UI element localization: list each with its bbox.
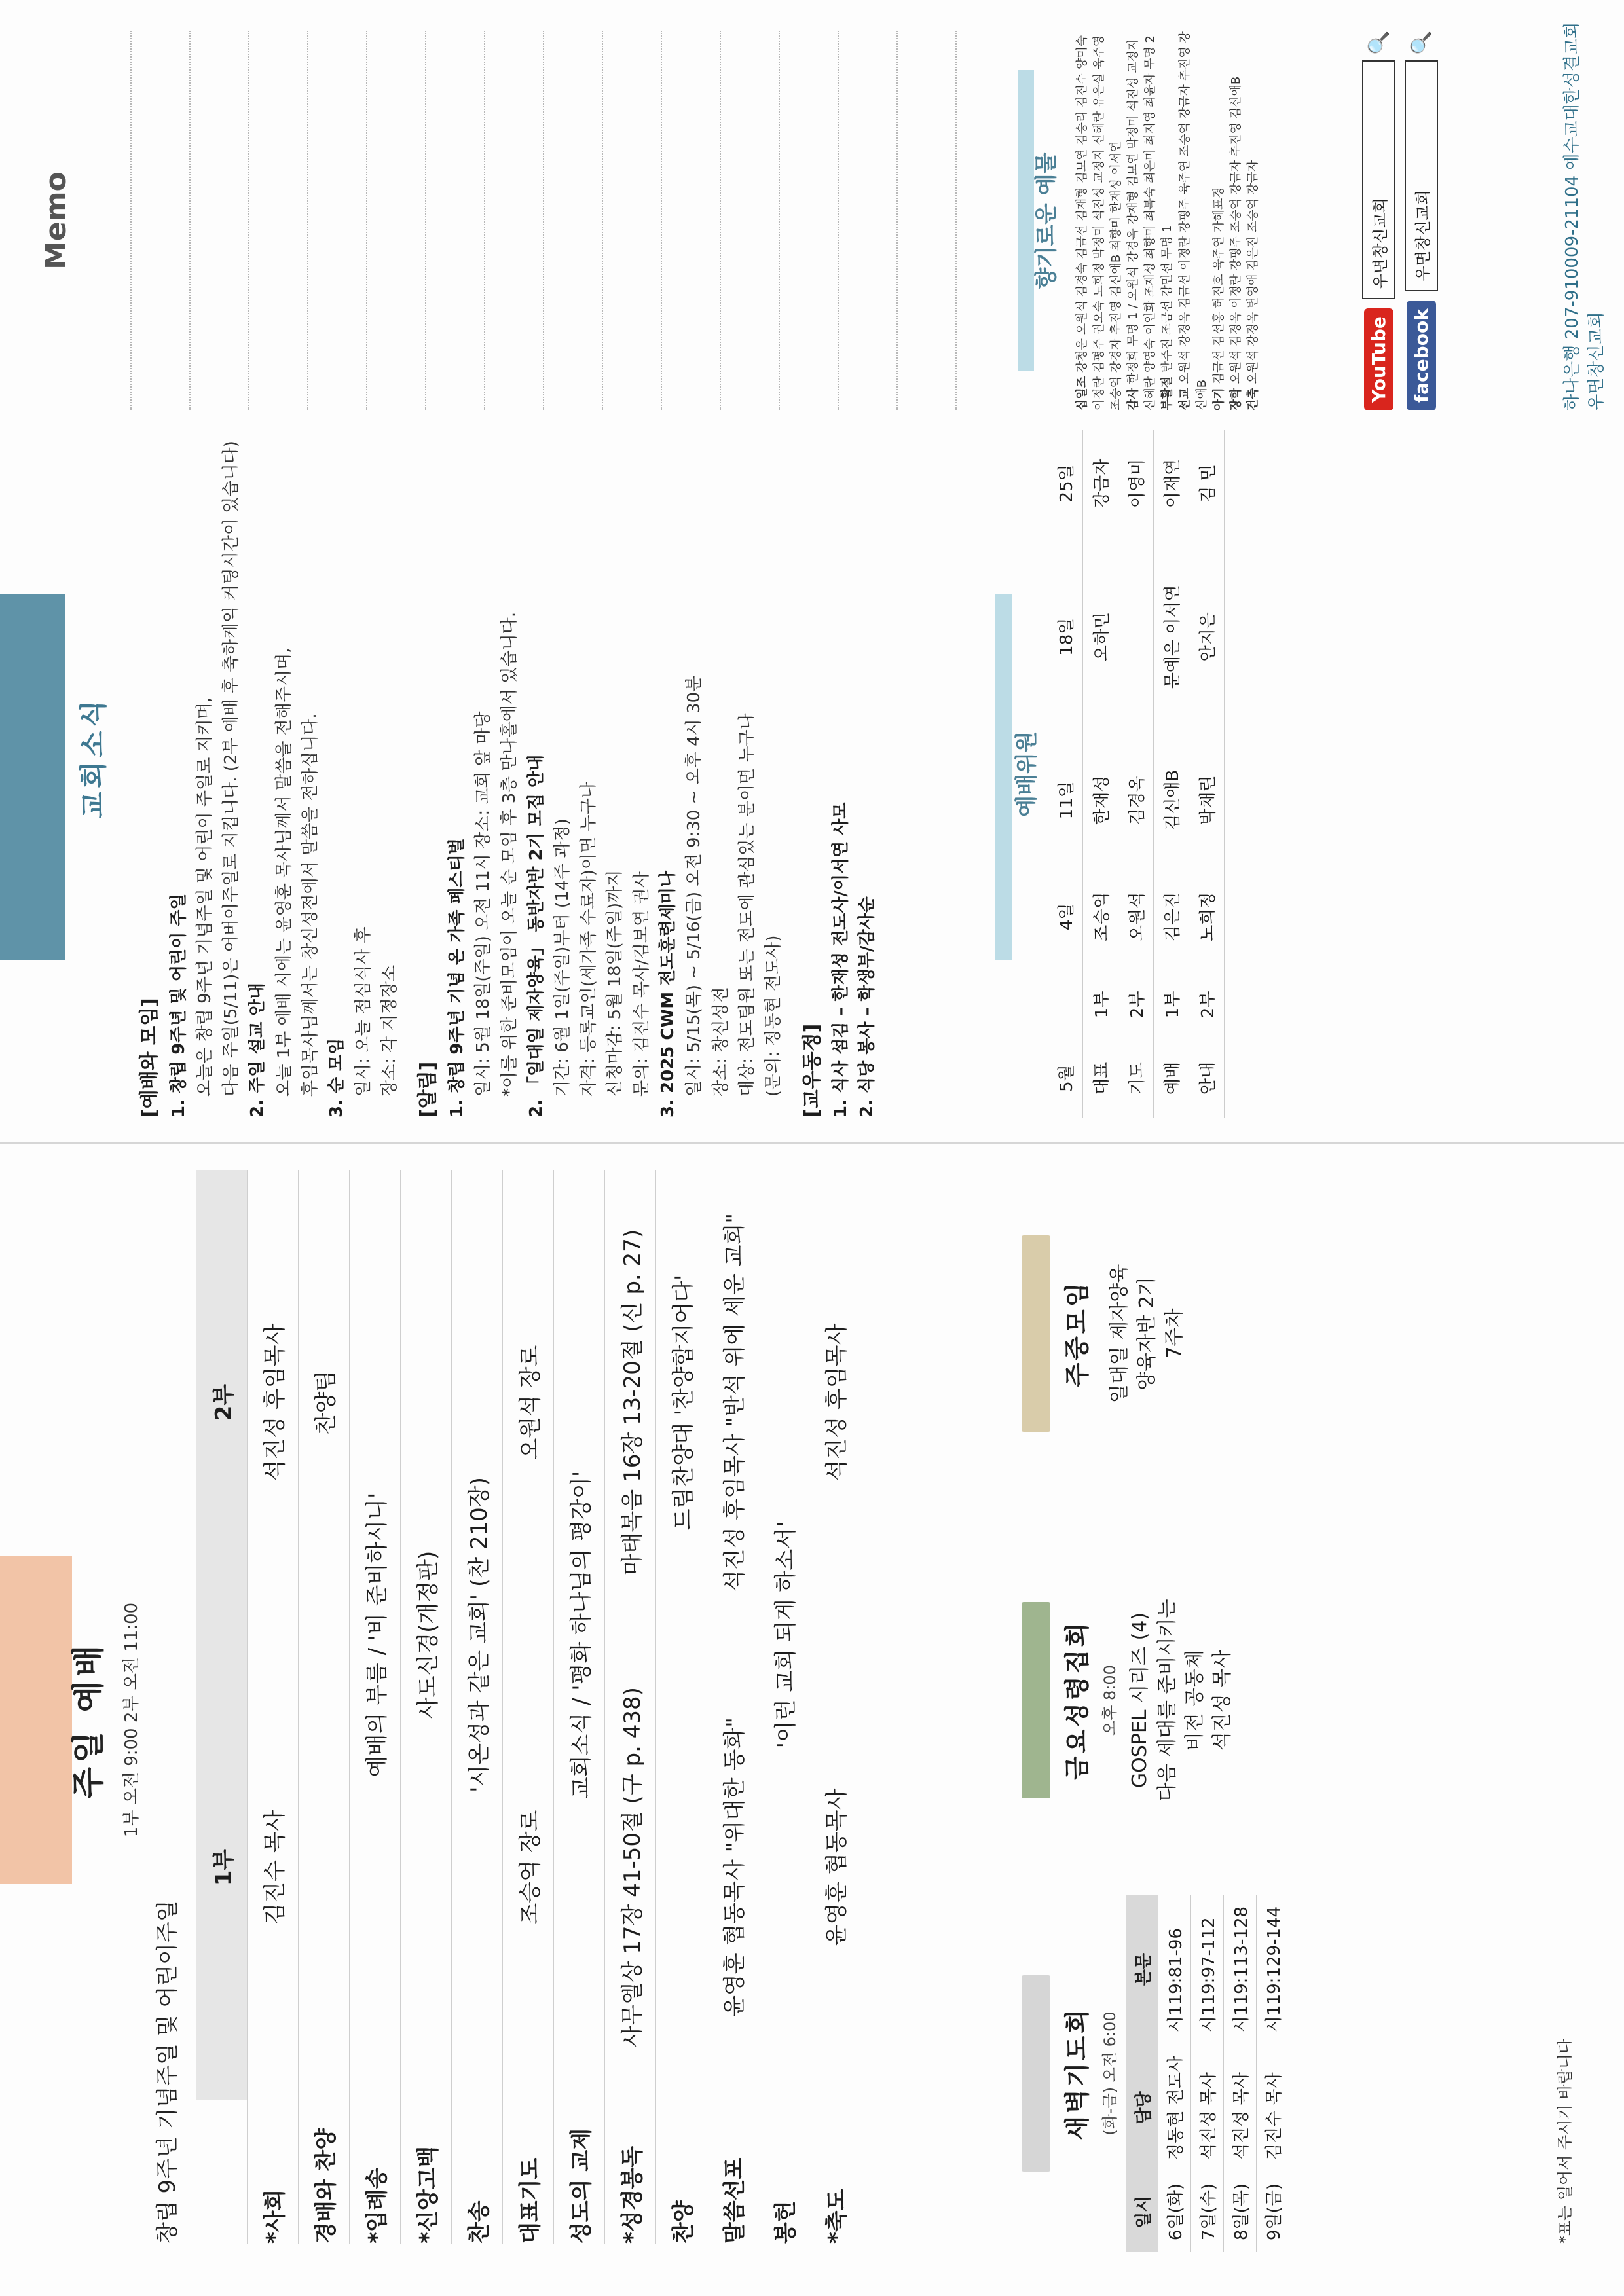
- news-item-line: 오늘 1부 예배 시에는 윤영훈 목사님께서 말씀을 전해주시며,: [274, 647, 294, 1097]
- service-row: [401, 1170, 452, 2244]
- social-links: [1362, 31, 1447, 410]
- news-item-title: 2. 주일 설교 안내: [248, 983, 268, 1118]
- news-item-line: 일시: 5월 18일(주일) 오전 11시 장소: 교회 앞 마당: [473, 711, 493, 1097]
- news-item-line: 신청마감: 5월 18일(주일)까지: [605, 869, 625, 1097]
- dawn-title: 새벽기도회: [1063, 2007, 1092, 2140]
- friday-line: GOSPEL 시리즈 (4): [1128, 1612, 1151, 1789]
- service-label: *성경봉독: [619, 2145, 646, 2244]
- service-label: 경배와 찬양: [313, 2128, 339, 2244]
- service-row: [452, 1170, 503, 2244]
- weekday-line: 일대일 제자양육: [1108, 1264, 1131, 1404]
- news-item-title: 3. 2025 CWM 전도훈련세미나: [658, 871, 678, 1118]
- service-row: [299, 1170, 350, 2244]
- standing-note: *표는 일어서 주시기 바랍니다: [1556, 2038, 1574, 2244]
- service-c1: [299, 1635, 349, 2100]
- offering-entry: 감사 한정희 무명 1 / 오원석 강경옥 강재형 김보연 박정미 석진성 교정지 신혜란 양영숙 이인화 조제성 최향미 최복숙 최은미 최지영 최윤자 무명 2: [1126, 35, 1158, 410]
- news-item-title: 1. 창립 9주년 기념 온 가족 페스티벌: [447, 838, 467, 1118]
- dawn-prayer-block: [1022, 1890, 1289, 2257]
- dawn-th: 담당: [1126, 2044, 1158, 2172]
- friday-line: 비전 공동체: [1183, 1649, 1206, 1751]
- col-head-2: 2부: [196, 1170, 247, 1635]
- memo-line: [780, 31, 839, 410]
- service-c1: 윤영훈 협동목사: [824, 1788, 850, 1946]
- news-item-line: 오늘은 창립 9주년 기념주일 및 어린이 주일로 지키며,: [194, 697, 215, 1097]
- memo-line: [249, 31, 308, 410]
- friday-line: 다음 세대를 준비시키는: [1156, 1599, 1179, 1802]
- facebook-link[interactable]: [1405, 31, 1438, 410]
- offering-entry: 선교 오원석 강경옥 김금선 이정란 강평주 육주연 조승억 강금자 추진영 강신애B: [1177, 31, 1209, 410]
- memo-area: [39, 31, 957, 410]
- service-label: *입례송: [364, 2167, 390, 2244]
- offering-entry: 장학 오원석 김경옥 이정란 강평주 조승억 강금자 추진영 김신애B: [1228, 76, 1243, 410]
- news-item-line: 장소: 창신성전: [710, 987, 731, 1097]
- friday-meeting-block: [1022, 1517, 1236, 1884]
- news-item-line: 장소: 각 지정장소: [379, 964, 399, 1097]
- dawn-th: 본문: [1126, 1895, 1158, 2044]
- service-c1: 윤영훈 협동목사 "위대한 동화": [722, 1717, 748, 2017]
- dawn-sub: (화-금) 오전 6:00: [1101, 2011, 1119, 2136]
- service-c1: 사무엘상 17장 41-50절 (구 p. 438): [619, 1687, 646, 2047]
- table-row: 기도 2부 오원석 김경옥 이영미: [1118, 430, 1154, 1118]
- news-item-line: *이를 위한 준비모임이 오늘 순 모임 후 3층 만나홀에서 있습니다.: [500, 611, 520, 1097]
- duty-title: 예배위원: [1014, 731, 1040, 817]
- news-title-bar: [0, 594, 65, 960]
- friday-line: 석진성 목사: [1211, 1649, 1234, 1751]
- table-row: 6일(화) 정동현 전도사 시119:81-96: [1158, 1895, 1191, 2252]
- service-c1: 조승억 장로: [517, 1810, 544, 1925]
- worship-times: 1부 오전 9:00 2부 오전 11:00: [122, 1602, 141, 1838]
- service-label: 봉헌: [773, 2200, 799, 2244]
- news-item-title: 2. 식당 봉사 – 학생부/감사순: [857, 896, 877, 1118]
- friday-title: 금요성령집회: [1063, 1620, 1092, 1781]
- news-item-title: 3. 순 모임: [327, 1038, 347, 1118]
- service-c2: 드림찬양대 '찬양합지어다': [671, 1274, 697, 1531]
- offering-title: 향기로운 예물: [1033, 152, 1060, 289]
- friday-header-bar: [1022, 1602, 1050, 1798]
- service-c2: 찬양팀: [313, 1370, 339, 1435]
- duty-table: [1048, 430, 1225, 1118]
- worship-title-bar: [0, 1556, 72, 1884]
- memo-title: Memo: [39, 172, 73, 270]
- weekday-header-bar: [1022, 1235, 1050, 1432]
- service-label: 찬송: [466, 2200, 492, 2244]
- news-title: 교회소식: [77, 696, 109, 819]
- service-c2: 마태복음 16장 13-20절 (신 p. 27): [619, 1229, 646, 1576]
- memo-line: [544, 31, 603, 410]
- service-c2: 오원석 장로: [517, 1345, 544, 1460]
- service-label: 말씀선포: [722, 2157, 748, 2244]
- service-row: [554, 1170, 605, 2244]
- news-item-title: 1. 식사 섬김 – 한재성 전도사/이서연 사모: [831, 802, 851, 1118]
- service-row: [248, 1170, 299, 2244]
- service-c2: 석진성 후임목사: [262, 1323, 288, 1482]
- memo-line: [721, 31, 780, 410]
- offering-list: [1074, 31, 1262, 410]
- service-c1: [656, 1635, 707, 2100]
- news-group-head: [예배와 모임]: [138, 998, 161, 1118]
- table-row: 예배 1부 김은진 김신애B 문예은 이서연 이재연: [1154, 430, 1189, 1118]
- search-icon[interactable]: 🔍: [1410, 31, 1433, 56]
- service-span: 예배의 부름 / '비 준비하시니': [364, 1492, 390, 1777]
- service-span: 교회소식 / '평화 하나님의 평강이': [568, 1470, 595, 1799]
- service-row: [350, 1170, 401, 2244]
- youtube-channel-name: 우면창신교회: [1362, 60, 1395, 299]
- memo-line: [485, 31, 544, 410]
- news-group-head: [알림]: [416, 1061, 440, 1118]
- church-news: [124, 397, 881, 1118]
- dawn-table: [1126, 1895, 1289, 2252]
- worship-panel: [0, 1144, 1624, 2296]
- service-span: '이런 교회 되게 하소서': [773, 1521, 799, 1749]
- service-order-table: [196, 1170, 860, 2244]
- weekday-title: 주중모임: [1063, 1280, 1092, 1387]
- memo-line: [898, 31, 957, 410]
- dawn-header-bar: [1022, 1975, 1050, 2172]
- memo-line: [191, 31, 249, 410]
- offering-entry: 십일조 강청운 오원석 김경숙 김금선 김재형 김보연 김승리 김진수 양미숙 이정란 김평주 권오숙 노희정 박정미 석진성 교정지 신혜란 유은실 육주영 조승억 강경자 추진영 김신애B 최향미 한재성 이서연: [1075, 35, 1124, 410]
- worship-occasion: 창립 9주년 기념주일 및 어린이주일: [155, 1900, 181, 2244]
- table-row: 7일(수) 석진성 목사 시119:97-112: [1191, 1895, 1224, 2252]
- memo-line: [308, 31, 367, 410]
- offering-entry: 아기 김금선 김선홍 허진호 육주연 가혜표경: [1211, 187, 1226, 410]
- service-span: '시온성과 같은 교회' (찬 210장): [466, 1477, 492, 1793]
- col-head-1: 1부: [196, 1635, 247, 2100]
- memo-line: [839, 31, 898, 410]
- table-row: 8일(목) 석진성 목사 시119:113-128: [1224, 1895, 1257, 2252]
- dawn-th: 일시: [1126, 2172, 1158, 2252]
- table-row: 대표 1부 조승억 한재성 오하민 강금자: [1083, 430, 1118, 1118]
- news-item-line: 다음 주일(5/11)은 어버이주일로 지킵니다. (2부 예배 후 축하케익 커팅시간이 있습니다): [221, 441, 242, 1097]
- news-item-title: 2. 「일대일 제자양육」 동반자반 2기 모집 안내: [526, 754, 546, 1118]
- service-header-row: [196, 1170, 248, 2244]
- fold-line: [0, 1142, 1624, 1144]
- service-span: 사도신경(개정판): [415, 1550, 441, 1719]
- weekday-line: 7주차: [1163, 1308, 1186, 1359]
- news-item-line: 문의: 김진수 목사/김보연 권사: [631, 871, 652, 1097]
- memo-line: [603, 31, 662, 410]
- weekday-meeting-block: [1022, 1157, 1189, 1510]
- service-c2: 석진성 후임목사: [824, 1323, 850, 1482]
- news-item-line: (문의: 정동현 전도사): [764, 935, 784, 1097]
- service-row: [758, 1170, 809, 2244]
- youtube-link[interactable]: [1362, 31, 1395, 410]
- memo-line: [132, 31, 191, 410]
- service-label: *신앙고백: [415, 2145, 441, 2244]
- service-row: [656, 1170, 707, 2244]
- service-row: [605, 1170, 656, 2244]
- service-row: [707, 1170, 758, 2244]
- memo-line: [73, 31, 132, 410]
- service-row: [503, 1170, 554, 2244]
- service-c1: 김진수 목사: [262, 1810, 288, 1925]
- offering-entry: 건축 오원석 강경옥 변영애 김은진 조승억 강금자: [1246, 160, 1260, 410]
- news-item-line: 자격: 등록교인(세가족 수료자)이면 누구나: [579, 782, 599, 1097]
- offering-entry: 부활절 반주진 조금선 강민선 무명 1: [1160, 225, 1175, 410]
- news-item-line: 후임목사님께서는 창신성전에서 말씀을 전하십니다.: [300, 713, 320, 1097]
- news-item-line: 기간: 6월 1일(주일)부터 (14주 과정): [552, 818, 572, 1097]
- bank-account: 하나은행 207-910009-21104 예수교대한성결교회 우면창신교회: [1562, 22, 1606, 410]
- memo-line: [662, 31, 721, 410]
- service-label: *사회: [262, 2189, 288, 2244]
- table-row: 안내 2부 노희정 박채린 안지은 김 민: [1189, 430, 1225, 1118]
- table-row: 9일(금) 김진수 목사 시119:129-144: [1257, 1895, 1289, 2252]
- news-item-line: 일시: 5/15(목) ~ 5/16(금) 오전 9:30 ~ 오후 4시 30분: [684, 675, 705, 1097]
- facebook-page-name: 우면창신교회: [1405, 60, 1438, 291]
- news-group-head: [교우동정]: [800, 1023, 824, 1118]
- service-label: 성도의 교제: [568, 2128, 595, 2244]
- news-item-line: 일시: 오늘 점심식사 후: [353, 926, 373, 1097]
- search-icon[interactable]: 🔍: [1367, 31, 1390, 56]
- worship-title: 주일 예배: [69, 1641, 107, 1799]
- youtube-logo-icon: YouTube: [1364, 308, 1393, 410]
- weekday-line: 양육자반 2기: [1135, 1277, 1158, 1391]
- service-c2: 석진성 후임목사 "반석 위에 세운 교회": [722, 1213, 748, 1592]
- service-label: 찬양: [671, 2200, 697, 2244]
- facebook-logo-icon: facebook: [1407, 301, 1436, 410]
- friday-sub: 오후 8:00: [1101, 1665, 1119, 1736]
- service-label: *축도: [824, 2189, 850, 2244]
- news-item-line: 대상: 전도팀원 또는 전도에 관심있는 분이면 누구나: [737, 713, 757, 1097]
- memo-line: [426, 31, 485, 410]
- service-label: 대표기도: [517, 2157, 544, 2244]
- news-item-title: 1. 창립 9주년 및 어린이 주일: [168, 893, 189, 1118]
- table-row: 5월 4일 11일 18일 25일: [1048, 430, 1083, 1118]
- memo-line: [367, 31, 426, 410]
- service-row: [809, 1170, 860, 2244]
